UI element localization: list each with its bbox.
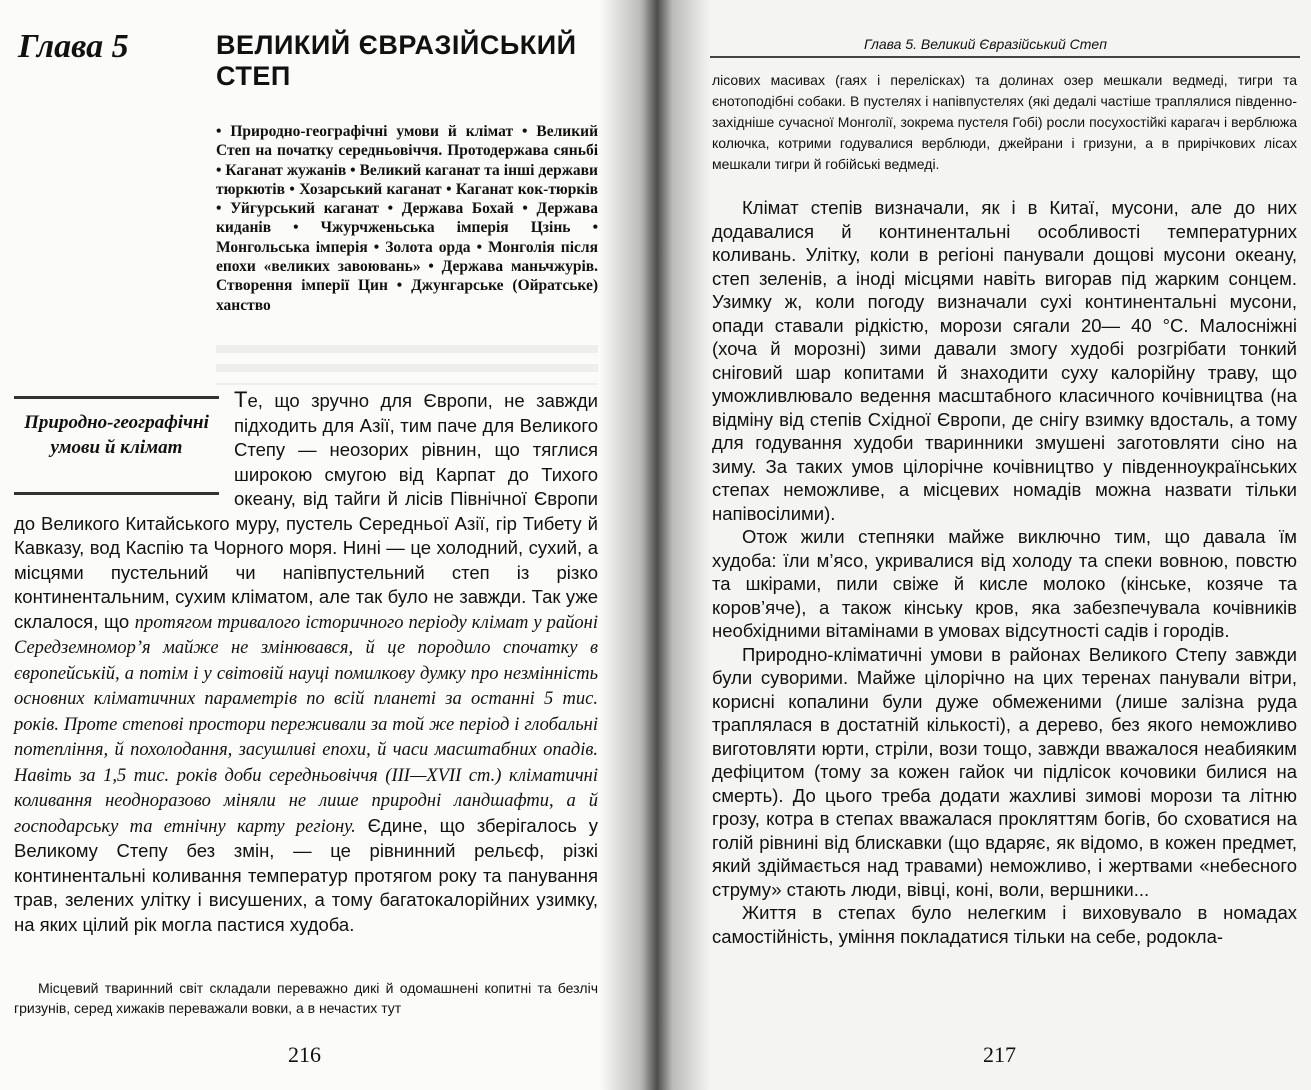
small-print-right: лісових масивах (гаях і перелісках) та долинах озер мешкали ведмеді, тигри та єнотоподібні собаки. В пустелях і напівпустелях (які дедалі частіше траплялися південно-західніше сучасної Монголії, зокрема пустеля Гобі) росли посухостійкі карагач і верблюжа колючка, котрими годувалися верблюди, джейрани і гризуни, а в прирічкових лісах мешкали тигри й гобійські ведмеді. [712,72,1297,172]
topic-item: • Великий каганат та інші держави тюркютів [216,162,598,198]
paragraph: Клімат степів визначали, як і в Китаї, мусони, але до них додавалися й континентальні особливості температурних коливань. Улітку, коли в регіоні панували дощові мусони океану, степ зеленів, а іноді місцями навіть вигорав під жарким сонцем. Узимку ж, коли погоду визначали сухі континентальні мусони, опади ставали рідкістю, морози сягали 20— 40 °С. Малосніжні (хоча й морозні) зими давали змогу худобі розгрібати тонкий сніговий шар копитами й знаходити суху калорійну траву, що уможливлювало ведення масштабного класичного кочівництва (на відміну від степів Східної Європи, де снігу взимку вдосталь, а тому для годування худоби тваринники змушені заготовляти сіно на зиму. За таких умов цілорічне кочівництво у південноукраїнських степах неможливе, а місцевих номадів можна назвати тільки напівосілими). [712,197,1297,524]
small-print-left: Місцевий тваринний світ складали переважно дикі й одомашнені копитні та безліч гризунів, серед хижаків переважали вовки, а в нечастих тут [14,980,598,1016]
paragraph: Життя в степах було нелегким і виховувало в номадах самостійність, уміння покладатися тільки на себе, родокла- [712,902,1297,947]
topic-item: • Уйгурський каганат [216,200,379,217]
paragraph: Природно-кліматичні умови в районах Великого Степу завжди були суворими. Майже цілорічно на цих теренах панували вітри, корисні копалини були дуже обмеженими (лише залізна руда траплялася в достатній кількості), а дерево, без якого неможливо виготовляти юрти, стріли, вози тощо, завжди вважалося неабияким дефіцитом (тому за кожен гайок чи підлісок кочовики билися на смерть). До цього треба додати жахливі зимові морози та літню грозу, котра в степах вважалася прокляттям богів, бо сховатися на голій рівнині від блискавки (що вдаряє, як відомо, в кожен предмет, який здіймається над травами) неможливо, і жертвами «небесного струму» стають люди, вівці, коні, воли, вершники... [712,643,1297,900]
page-number-left: 216 [288,1042,321,1067]
paragraph-text: Єдине, що зберігалось у Великому Степу без змін, — це рівнинний рельєф, різкі континентальні коливання температур протягом року та панування трав, зелених улітку і висушених, а тому багатокалорійних узимку, на яких цілий рік могла пастися худоба. [14,814,598,935]
paragraph-text: е, що зручно для Європи, не завжди підходить для Азії, тим паче для Великого Степу — неозорих рівнин, що тяглися широкою смугою від Карпат до Тихого океану, від тайги й лісів Північної Європи до Великого Китайського муру, пустель Середньої Азії, гір Тибету й Кавказу, вод Каспію та Чорного моря. Нині — це холодний, сухий, а місцями пустельний чи напівпустельний степ із різко континентальним, сухим кліматом, але так було не завжди. Так уже склалося, що [14,390,598,632]
topic-item: • Каганат жужанів [216,162,346,179]
bleed-through-text [216,345,598,385]
topic-item: • Держава киданів [216,200,598,236]
body-text-left [14,388,598,937]
chapter-topics [216,122,598,315]
left-page [0,0,640,1090]
topic-item: • Монгольська імперія [216,219,598,255]
topic-item: • Хозарський каганат [289,181,441,198]
topic-item: • Природно-географічні умови й клімат [216,123,513,140]
body-text-right [712,196,1297,948]
topic-item: • Монголія після епохи «великих завоювань» [216,239,598,275]
chapter-title: ВЕЛИКИЙ ЄВРАЗІЙСЬКИЙ СТЕП [216,30,577,91]
running-head: Глава 5. Великий Євразійський Степ [864,36,1107,52]
topic-item: • Каганат кок-тюрків [446,181,598,198]
topic-item: • Чжурчженьська імперія Цзінь [293,219,570,236]
right-page [640,0,1311,1090]
paragraph-initial: Т [234,387,248,412]
side-heading: Природно-географічні умови й клімат [24,412,209,458]
paragraph: Отож жили степняки майже виключно тим, що давала їм худоба: їли м’ясо, укривалися від холоду та спеки вовною, повстю та шкірами, пили свіже й кисле молоко (кінське, козяче та коров’яче), а також кінську кров, яка забезпечувала кочівників необхідними вітамінами в умовах відсутності садів і городів. [712,526,1297,641]
side-heading-space [14,388,234,504]
topic-item: • Держава Бохай [388,200,514,217]
topic-item: • Держава маньчжурів. Створення імперії Цин [216,258,598,294]
topic-item: • Джунгарське (Ойратське) ханство [216,277,598,313]
chapter-label: Глава 5 [18,28,129,65]
topic-item: • Золота орда [374,239,471,256]
paragraph-italic-text: протягом тривалого історичного періоду клімат у районі Середземномор’я майже не змінювався, й це породило спочатку в європейській, а потім і у світовій науці помилкову думку про незмінність основних кліматичних параметрів по всій планеті за останні 5 тис. років. Проте степові простори переживали за той же період і глобальні потепління, й похолодання, засушливі епохи, й часи масштабних опадів. Навіть за 1,5 тис. років доби середньовіччя (III—XVII ст.) кліматичні коливання неодноразово міняли не лише природні ландшафти, а й господарську та етнічну карту регіону. [14,612,598,837]
page-number-right: 217 [983,1042,1016,1067]
running-head-rule [710,56,1300,58]
topic-item: • Великий Степ на початку середньовіччя. Протодержава сяньбі [216,123,598,159]
